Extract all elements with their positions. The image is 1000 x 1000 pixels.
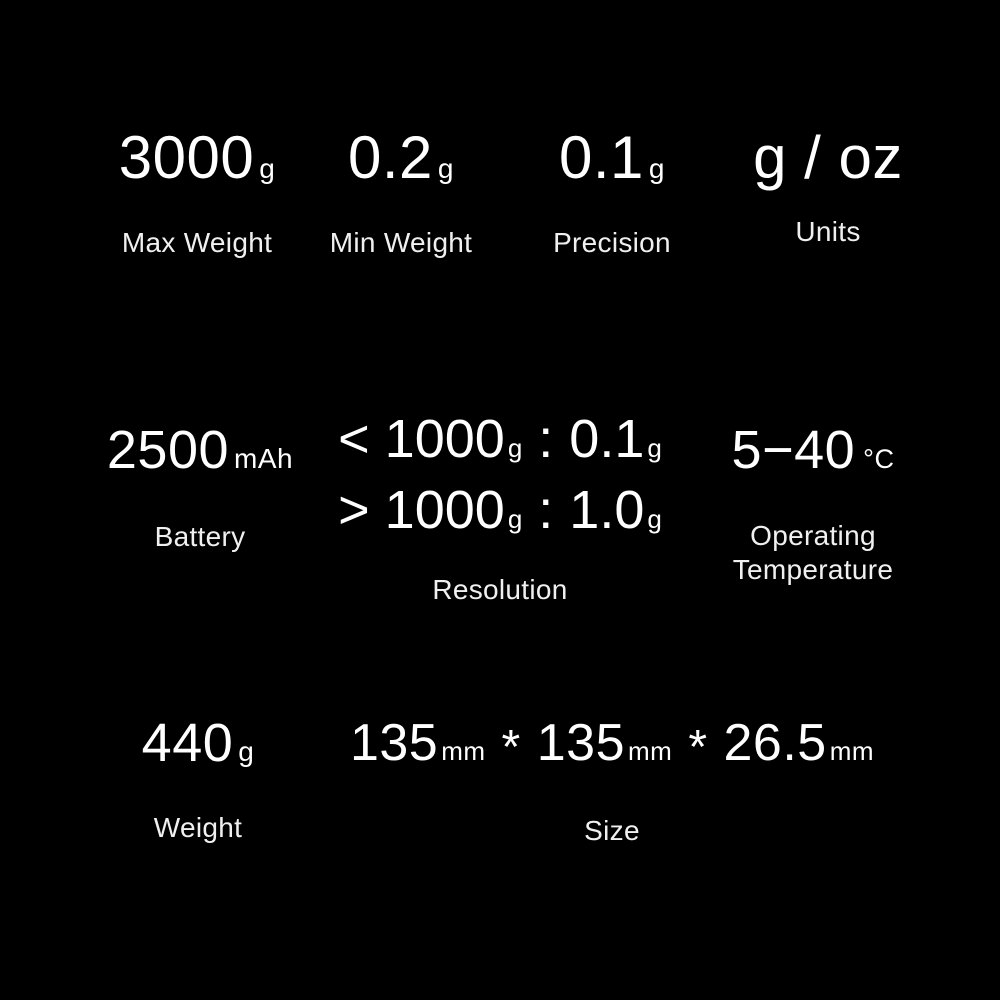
resolution-line2-value-unit: g [647,504,662,534]
weight-unit: g [238,736,255,767]
battery-label: Battery [154,521,246,552]
size-value [350,713,874,781]
size-separator-2: * [688,721,708,774]
resolution-line1-value: 0.1 [569,409,645,469]
operating-temperature-value [732,420,895,489]
battery-value [107,420,293,489]
resolution-label: Resolution [432,574,568,605]
min-weight-value [330,124,473,199]
resolution-line1-threshold: < 1000 [338,409,505,469]
battery-number: 2500 [106,420,230,480]
units-value [753,124,903,191]
resolution-line2-separator: : [538,480,554,540]
precision-label: Precision [553,227,671,258]
resolution-line1-separator: : [538,409,554,469]
spec-min-weight [329,124,473,259]
operating-temperature-number: 5−40 [731,420,856,480]
size-label: Size [584,815,640,846]
operating-temperature-label-line1: Operating [750,520,876,551]
min-weight-number: 0.2 [347,124,433,191]
size-dim2-number: 135 [536,714,625,772]
resolution-line2-threshold: > 1000 [338,480,505,540]
units-number: g / oz [753,124,903,191]
operating-temperature-label-line2: Temperature [732,554,894,585]
spec-max-weight [118,124,276,259]
resolution-line1-value-unit: g [647,433,662,463]
size-dim1-unit: mm [441,736,486,766]
spec-resolution [338,408,662,606]
size-dim3-unit: mm [829,736,875,766]
weight-number: 440 [141,713,234,773]
max-weight-value [118,124,276,199]
resolution-line-over-1000g [338,479,662,550]
spec-units [753,124,903,248]
weight-label: Weight [153,812,243,843]
size-dim3-number: 26.5 [723,714,827,772]
size-dim1-number: 135 [349,714,439,772]
resolution-line2-value: 1.0 [569,480,645,540]
precision-number: 0.1 [558,124,644,191]
spec-size [350,713,874,847]
max-weight-unit: g [259,153,276,184]
precision-value [553,124,671,199]
min-weight-unit: g [437,153,454,184]
max-weight-number: 3000 [118,124,255,191]
size-separator-1: * [501,721,521,774]
units-label: Units [795,216,861,247]
spec-weight [142,713,255,844]
spec-operating-temperature [732,420,895,587]
resolution-line1-threshold-unit: g [507,433,523,463]
battery-unit: mAh [234,443,294,474]
operating-temperature-label [732,519,895,587]
resolution-line2-threshold-unit: g [507,504,523,534]
size-dim2-unit: mm [627,736,673,766]
weight-value [142,713,255,782]
min-weight-label: Min Weight [329,227,473,258]
precision-unit: g [648,153,665,184]
operating-temperature-unit: °C [863,444,895,474]
max-weight-label: Max Weight [121,227,273,258]
spec-precision [553,124,671,259]
spec-battery [107,420,293,553]
resolution-line-under-1000g [338,408,662,479]
